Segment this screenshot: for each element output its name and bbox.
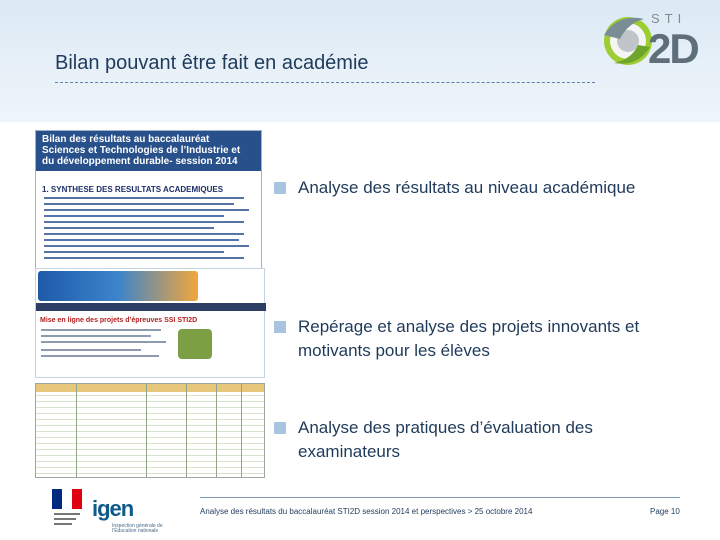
toc-line (44, 215, 224, 217)
webpage-menu (36, 303, 266, 311)
report-cover (35, 130, 262, 290)
bullet-text: Analyse des résultats au niveau académique (298, 178, 636, 197)
webpage-banner (38, 271, 198, 301)
footer-divider (200, 497, 680, 498)
spreadsheet-header (36, 384, 264, 392)
bullet-square-icon (274, 182, 286, 194)
toc-line (44, 251, 224, 253)
logo-2d-text: 2D (648, 25, 698, 72)
spreadsheet-column (241, 384, 242, 477)
webpage-title: Mise en ligne des projets d’épreuves SSI STI2D (40, 317, 198, 324)
spreadsheet-column (186, 384, 187, 477)
spreadsheet-column (216, 384, 217, 477)
report-thumbnails (35, 130, 265, 480)
spreadsheet-column (146, 384, 147, 477)
toc-line (44, 209, 249, 211)
report-cover-title: Bilan des résultats au baccalauréat Sciences et Technologies de l’Industrie et du développement durable- session 2014 (36, 131, 261, 171)
webpage-line (41, 335, 151, 337)
toc-line (44, 221, 244, 223)
title-divider (55, 82, 595, 83)
project-webpage-thumbnail (35, 268, 265, 378)
bullet-square-icon (274, 422, 286, 434)
report-toc-title: 1. SYNTHESE DES RESULTATS ACADEMIQUES (42, 185, 224, 194)
marianne-icon (50, 487, 84, 527)
webpage-line (41, 341, 166, 343)
toc-line (44, 197, 244, 199)
webpage-line (41, 329, 161, 331)
toc-line (44, 245, 249, 247)
toc-line (44, 257, 244, 259)
toc-line (44, 227, 214, 229)
toc-line (44, 233, 244, 235)
bullet-text: Repérage et analyse des projets innovants et motivants pour les élèves (298, 317, 640, 360)
sti2d-logo (598, 5, 713, 75)
logo-sti-text: STI (651, 11, 687, 26)
webpage-line (41, 349, 141, 351)
igen-subtitle: Inspection générale de l’Éducation nationale (112, 523, 163, 534)
toc-line (44, 203, 234, 205)
slide-title: Bilan pouvant être fait en académie (55, 52, 369, 74)
footer-text: Analyse des résultats du baccalauréat STI2D session 2014 et perspectives > 25 octobre 2014 (200, 507, 533, 516)
page-number: Page 10 (650, 507, 680, 516)
spreadsheet-column (76, 384, 77, 477)
bullet-text: Analyse des pratiques d’évaluation des examinateurs (298, 418, 593, 461)
webpage-image (178, 329, 212, 359)
bullet-square-icon (274, 321, 286, 333)
igen-logo: igen (92, 496, 134, 521)
toc-line (44, 239, 239, 241)
webpage-line (41, 355, 159, 357)
marianne-logo (50, 487, 84, 527)
evaluation-spreadsheet-thumbnail (35, 383, 265, 478)
